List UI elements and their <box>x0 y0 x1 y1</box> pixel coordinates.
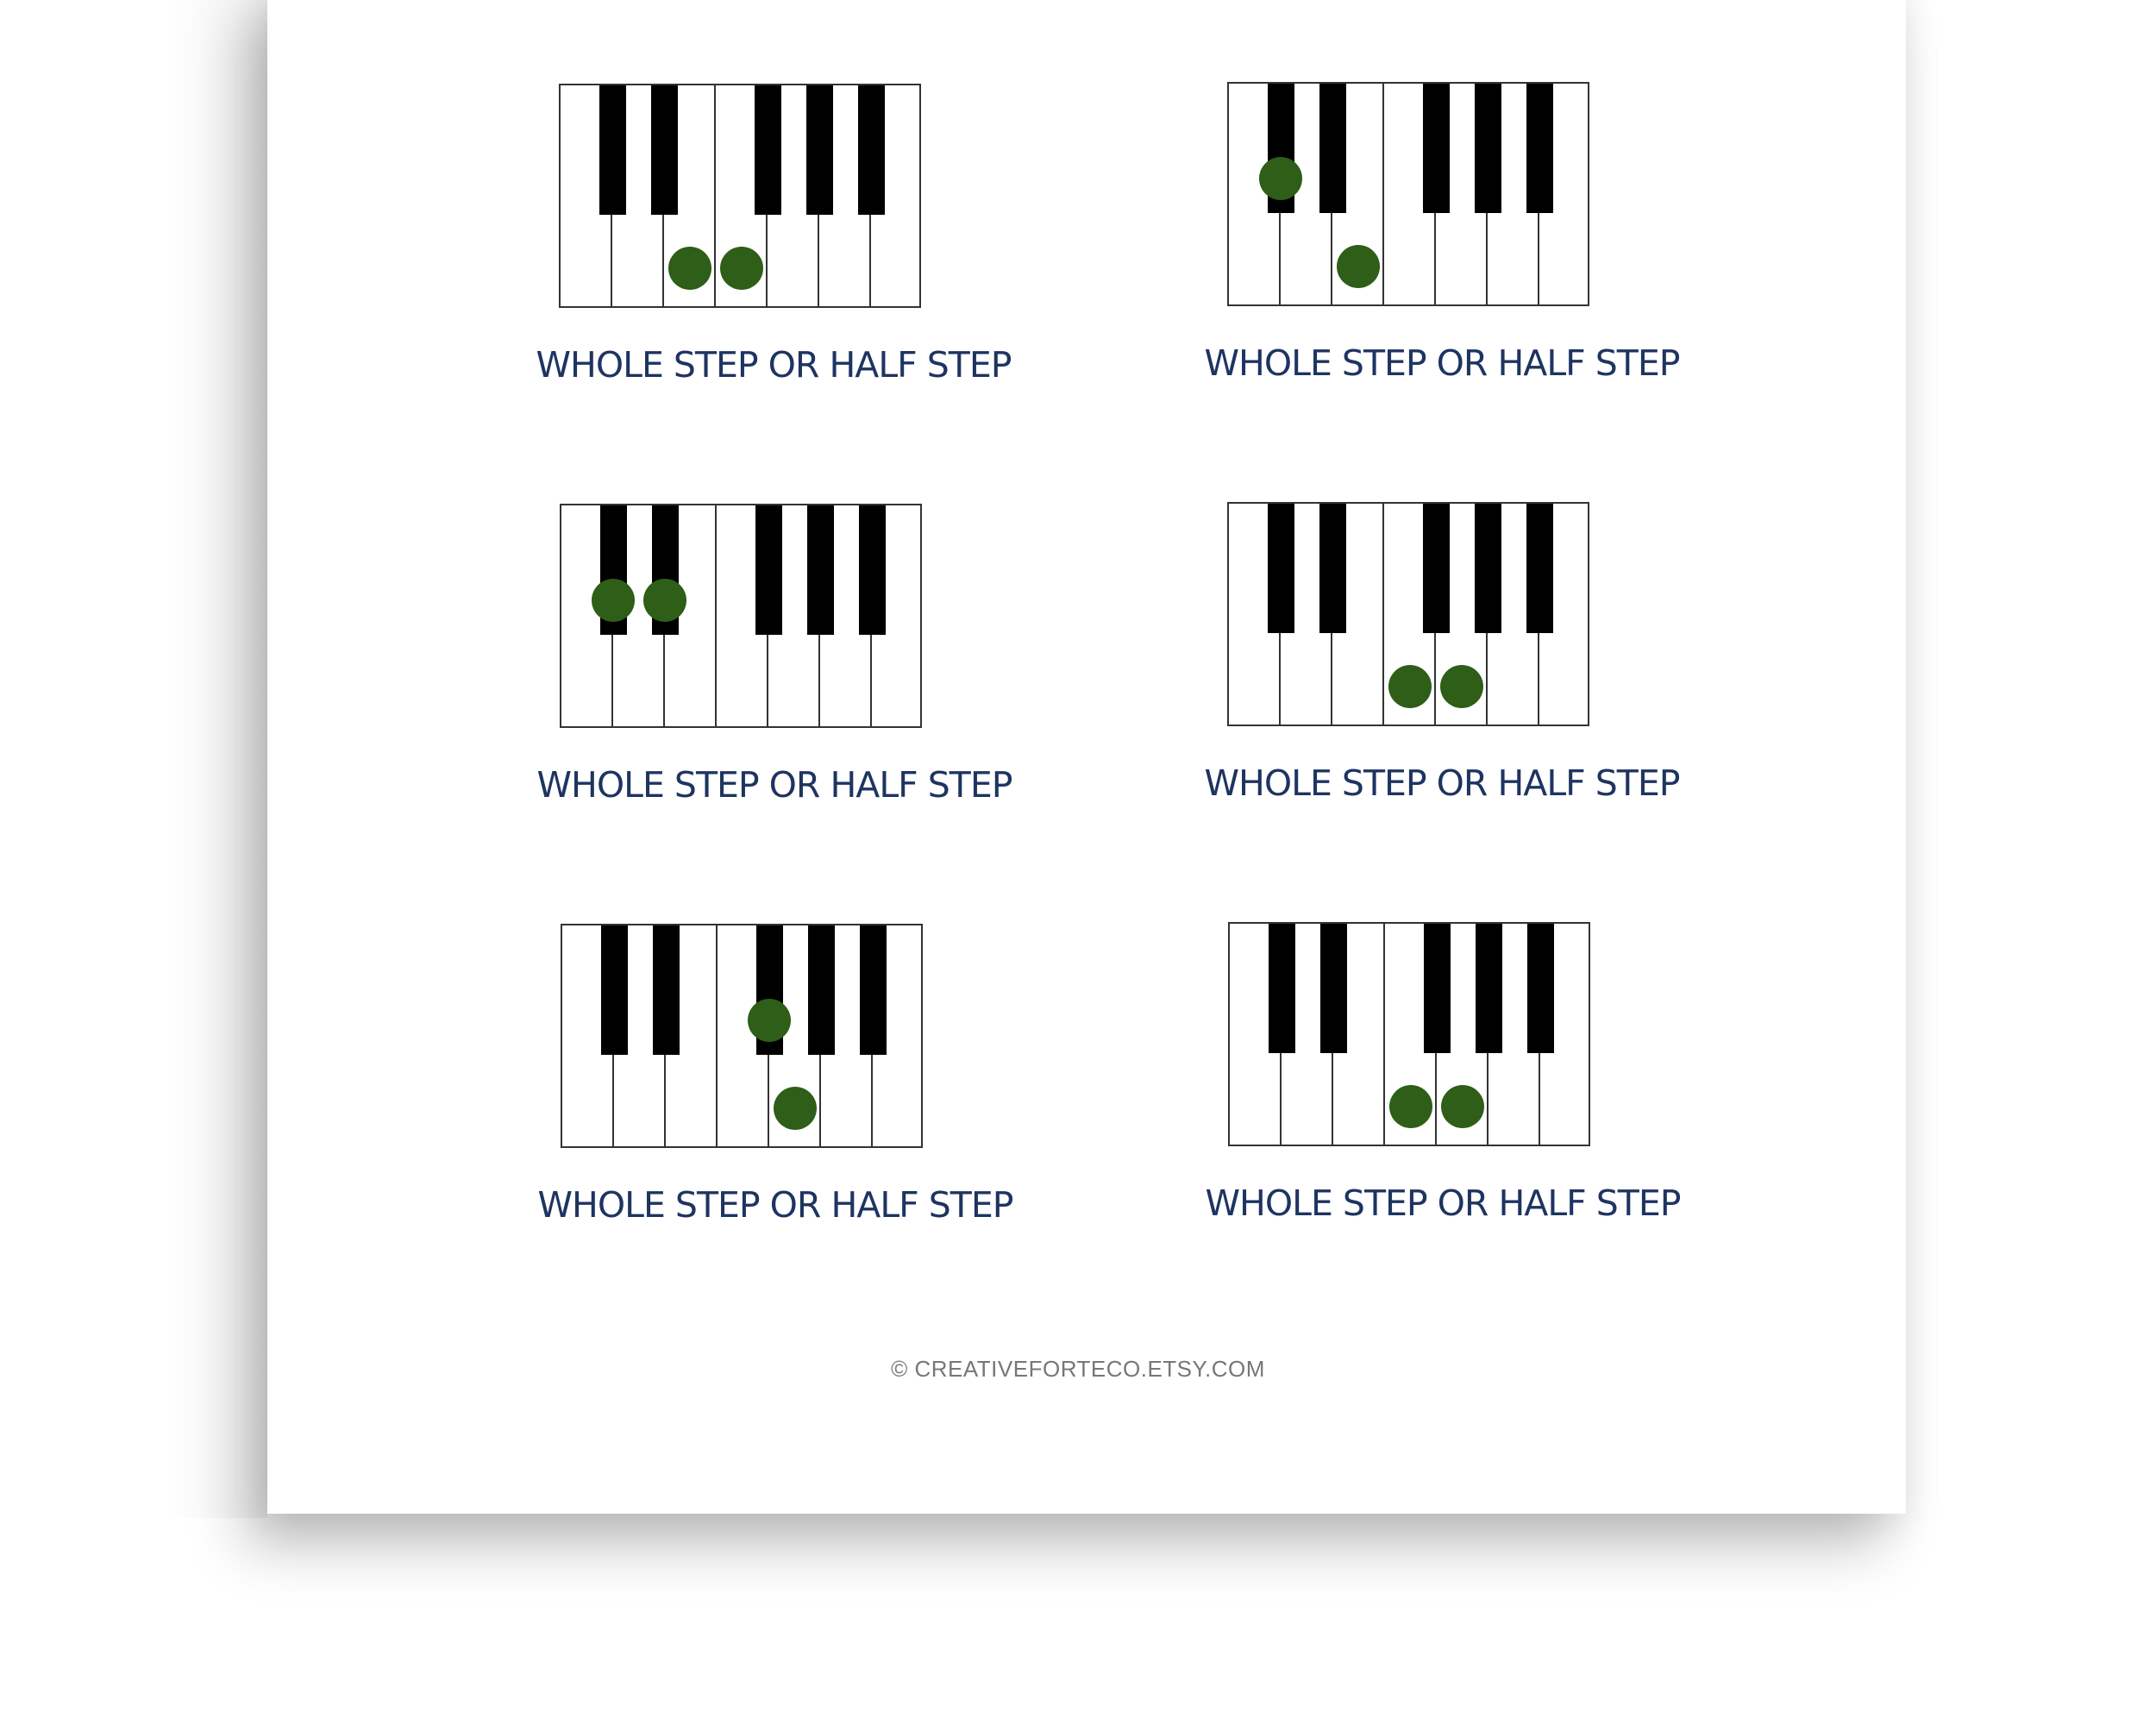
black-key-C-sharp <box>1268 504 1294 633</box>
note-marker-dot <box>1388 665 1432 708</box>
black-key-G-sharp <box>808 925 835 1055</box>
black-key-F-sharp <box>755 505 782 635</box>
black-key-A-sharp <box>1527 924 1554 1053</box>
exercise-caption: WHOLE STEP OR HALF STEP <box>536 764 1012 806</box>
piano-keyboard <box>559 84 921 308</box>
black-key-A-sharp <box>1526 84 1553 213</box>
piano-keyboard <box>560 504 922 728</box>
exercise-caption: WHOLE STEP OR HALF STEP <box>537 1184 1013 1226</box>
exercise-caption: WHOLE STEP OR HALF STEP <box>1204 762 1680 804</box>
copyright-footer: © CREATIVEFORTECO.ETSY.COM <box>891 1356 1265 1382</box>
exercise-4 <box>1183 502 1701 847</box>
note-marker-dot <box>1259 157 1302 200</box>
note-marker-dot <box>1389 1085 1432 1128</box>
black-key-F-sharp <box>1423 84 1450 213</box>
exercise-caption: WHOLE STEP OR HALF STEP <box>536 344 1012 386</box>
note-marker-dot <box>774 1087 817 1130</box>
note-marker-dot <box>748 999 791 1042</box>
note-marker-dot <box>643 579 686 622</box>
black-key-G-sharp <box>1476 924 1502 1053</box>
black-key-G-sharp <box>806 85 833 215</box>
black-key-D-sharp <box>653 925 680 1055</box>
black-key-C-sharp <box>599 85 626 215</box>
black-key-C-sharp <box>601 925 628 1055</box>
black-key-G-sharp <box>1475 504 1501 633</box>
black-key-D-sharp <box>1319 84 1346 213</box>
black-key-A-sharp <box>859 505 886 635</box>
note-marker-dot <box>592 579 635 622</box>
exercise-6 <box>1184 922 1702 1267</box>
black-key-C-sharp <box>1269 924 1295 1053</box>
exercise-caption: WHOLE STEP OR HALF STEP <box>1205 1182 1681 1224</box>
note-marker-dot <box>1441 1085 1484 1128</box>
note-marker-dot <box>1440 665 1483 708</box>
exercise-3 <box>516 504 1033 849</box>
black-key-A-sharp <box>858 85 885 215</box>
piano-keyboard <box>1228 922 1590 1146</box>
black-key-D-sharp <box>1319 504 1346 633</box>
black-key-G-sharp <box>1475 84 1501 213</box>
exercise-2 <box>1183 82 1701 427</box>
exercise-1 <box>515 84 1032 429</box>
black-key-G-sharp <box>807 505 834 635</box>
black-key-F-sharp <box>1423 504 1450 633</box>
note-marker-dot <box>668 247 711 290</box>
exercise-5 <box>517 924 1034 1269</box>
piano-keyboard <box>1227 502 1589 726</box>
note-marker-dot <box>1337 245 1380 288</box>
black-key-D-sharp <box>1320 924 1347 1053</box>
page-shadow <box>164 0 267 1518</box>
black-key-F-sharp <box>755 85 781 215</box>
black-key-A-sharp <box>860 925 887 1055</box>
piano-keyboard <box>1227 82 1589 306</box>
black-key-A-sharp <box>1526 504 1553 633</box>
note-marker-dot <box>720 247 763 290</box>
black-key-F-sharp <box>1424 924 1451 1053</box>
black-key-D-sharp <box>651 85 678 215</box>
exercise-caption: WHOLE STEP OR HALF STEP <box>1204 342 1680 384</box>
piano-keyboard <box>561 924 923 1148</box>
